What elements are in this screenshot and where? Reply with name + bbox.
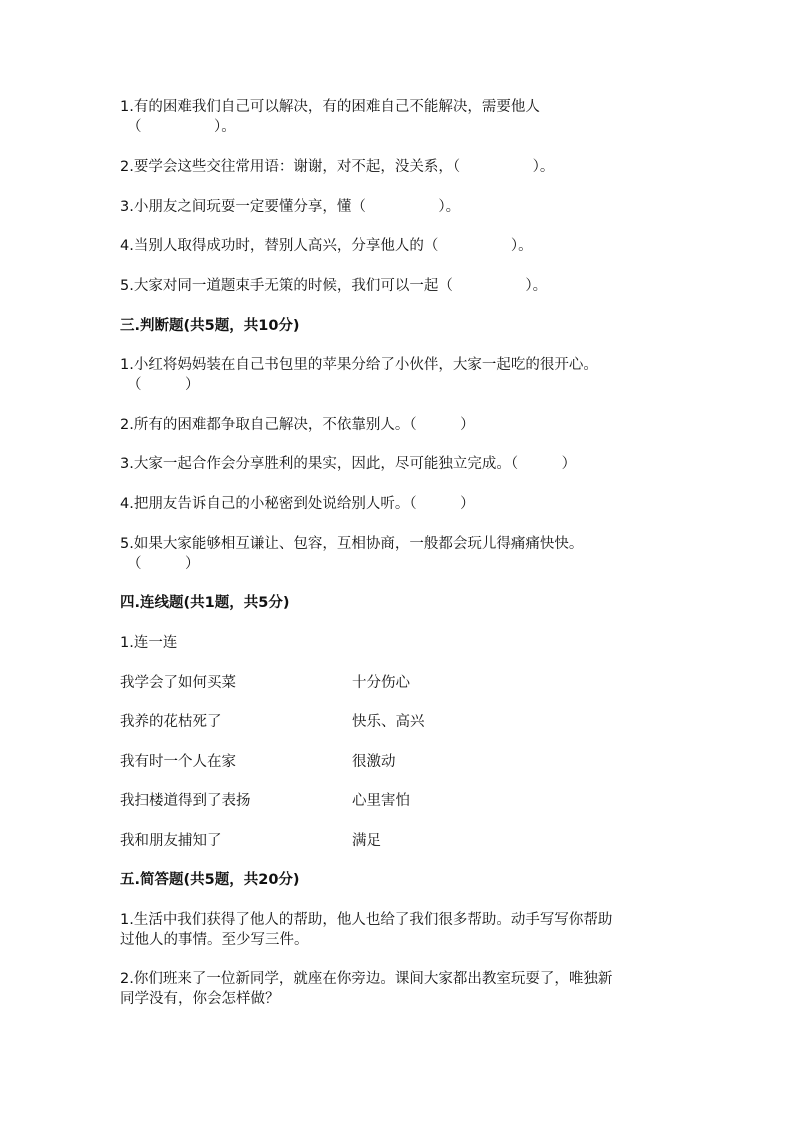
fill-in-question-1-blank: （ ）。 bbox=[127, 119, 236, 135]
match-right-item: 十分伤心 bbox=[352, 675, 410, 691]
match-left-item: 我扫楼道得到了表扬 bbox=[120, 793, 251, 809]
short-answer-question-1-cont: 过他人的事情。至少写三件。 bbox=[120, 932, 309, 948]
match-left-item: 我养的花枯死了 bbox=[120, 714, 222, 730]
short-answer-heading: 五.简答题(共5题，共20分) bbox=[120, 872, 300, 888]
judge-question-1-blank: （ ） bbox=[127, 377, 200, 393]
judge-question-1: 1.小红将妈妈装在自己书包里的苹果分给了小伙伴，大家一起吃的很开心。 bbox=[120, 357, 598, 373]
fill-in-question-2: 2.要学会这些交往常用语：谢谢，对不起，没关系，（ ）。 bbox=[120, 159, 555, 175]
judge-question-5-blank: （ ） bbox=[127, 556, 200, 572]
fill-in-question-5: 5.大家对同一道题束手无策的时候，我们可以一起（ ）。 bbox=[120, 278, 548, 294]
judge-question-5: 5.如果大家能够相互谦让、包容，互相协商，一般都会玩儿得痛痛快快。 bbox=[120, 536, 584, 552]
fill-in-question-3: 3.小朋友之间玩耍一定要懂分享，懂（ ）。 bbox=[120, 199, 461, 215]
short-answer-question-2-cont: 同学没有，你会怎样做？ bbox=[120, 991, 280, 1007]
short-answer-question-1: 1.生活中我们获得了他人的帮助，他人也给了我们很多帮助。动手写写你帮助 bbox=[120, 912, 613, 928]
match-right-item: 满足 bbox=[352, 833, 381, 849]
match-prompt: 1.连一连 bbox=[120, 635, 178, 651]
judge-question-2: 2.所有的困难都争取自己解决，不依靠别人。（ ） bbox=[120, 417, 475, 433]
match-left-item: 我有时一个人在家 bbox=[120, 754, 236, 770]
judge-heading: 三.判断题(共5题，共10分) bbox=[120, 318, 300, 334]
match-left-item: 我和朋友捕知了 bbox=[120, 833, 222, 849]
match-right-item: 很激动 bbox=[352, 754, 396, 770]
match-left-item: 我学会了如何买菜 bbox=[120, 675, 236, 691]
fill-in-question-1: 1.有的困难我们自己可以解决，有的困难自己不能解决，需要他人 bbox=[120, 99, 540, 115]
fill-in-question-4: 4.当别人取得成功时，替别人高兴，分享他人的（ ）。 bbox=[120, 238, 533, 254]
short-answer-question-2: 2.你们班来了一位新同学，就座在你旁边。课间大家都出教室玩耍了，唯独新 bbox=[120, 971, 613, 987]
match-right-item: 快乐、高兴 bbox=[352, 714, 425, 730]
match-right-item: 心里害怕 bbox=[352, 793, 410, 809]
judge-question-3: 3.大家一起合作会分享胜利的果实，因此，尽可能独立完成。（ ） bbox=[120, 456, 577, 472]
judge-question-4: 4.把朋友告诉自己的小秘密到处说给别人听。（ ） bbox=[120, 496, 475, 512]
match-heading: 四.连线题(共1题，共5分) bbox=[120, 595, 290, 611]
